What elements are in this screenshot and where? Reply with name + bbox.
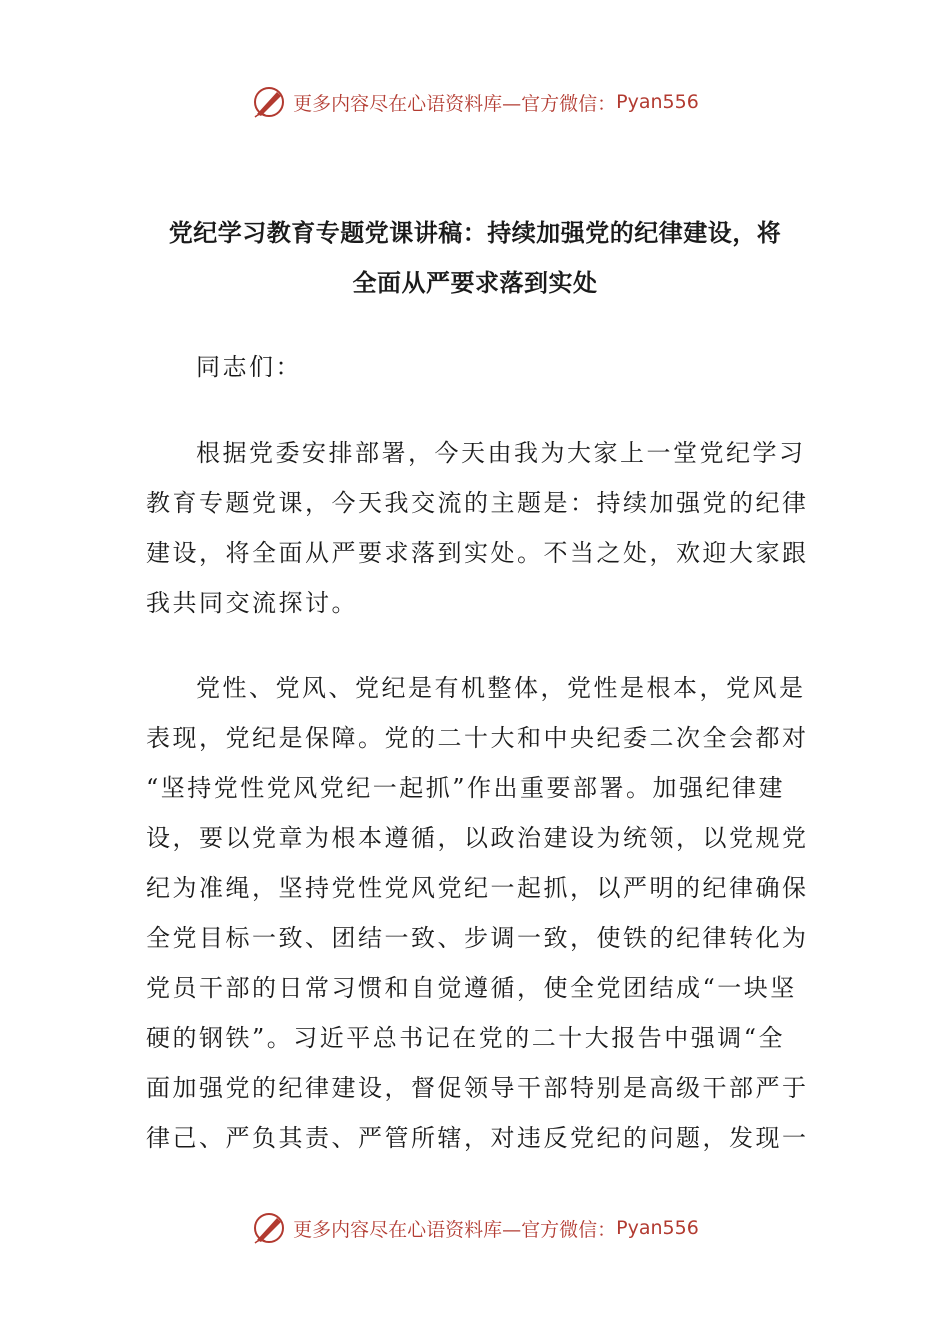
- pen-logo-icon: [251, 84, 287, 120]
- title-line: 全面从严要求落到实处: [352, 268, 598, 297]
- footer-watermark: [0, 1208, 950, 1248]
- text-line: 硬的钢铁”。习近平总书记在党的二十大报告中强调“全: [146, 1024, 786, 1052]
- text-line: 党员干部的日常习惯和自觉遵循，使全党团结成“一块坚: [146, 974, 797, 1002]
- text-line: 表现，党纪是保障。党的二十大和中央纪委二次全会都对: [146, 724, 809, 752]
- text-line: 党性、党风、党纪是有机整体，党性是根本，党风是: [196, 674, 806, 702]
- text-line: 面加强党的纪律建设，督促领导干部特别是高级干部严于: [146, 1074, 809, 1102]
- text-line: 律己、严负其责、严管所辖，对违反党纪的问题，发现一: [146, 1124, 809, 1152]
- pen-logo-icon: [251, 1210, 287, 1246]
- watermark-text: 更多内容尽在心语资料库—官方微信：: [293, 92, 617, 115]
- text-line: 根据党委安排部署，今天由我为大家上一堂党纪学习: [196, 439, 806, 467]
- header-watermark: [0, 82, 950, 122]
- text-line: 建设，将全面从严要求落到实处。不当之处，欢迎大家跟: [146, 539, 809, 567]
- text-line: 我共同交流探讨。: [146, 589, 358, 617]
- watermark-wechat: Pyan556: [616, 91, 699, 113]
- text-line: 教育专题党课，今天我交流的主题是：持续加强党的纪律: [146, 489, 809, 517]
- paragraph-2: [146, 663, 809, 1163]
- paragraph-1: [146, 428, 809, 628]
- text-line: 全党目标一致、团结一致、步调一致，使铁的纪律转化为: [146, 924, 809, 952]
- text-line: 设，要以党章为根本遵循，以政治建设为统领，以党规党: [146, 824, 809, 852]
- text-line: “坚持党性党风党纪一起抓”作出重要部署。加强纪律建: [146, 774, 786, 802]
- text-line: 纪为准绳，坚持党性党风党纪一起抓，以严明的纪律确保: [146, 874, 809, 902]
- greeting: 同志们：: [196, 353, 302, 381]
- watermark-text: 更多内容尽在心语资料库—官方微信：: [293, 1218, 617, 1241]
- title-line: 党纪学习教育专题党课讲稿：持续加强党的纪律建设，将: [168, 218, 782, 247]
- document-title: [120, 208, 830, 308]
- watermark-wechat: Pyan556: [616, 1217, 699, 1239]
